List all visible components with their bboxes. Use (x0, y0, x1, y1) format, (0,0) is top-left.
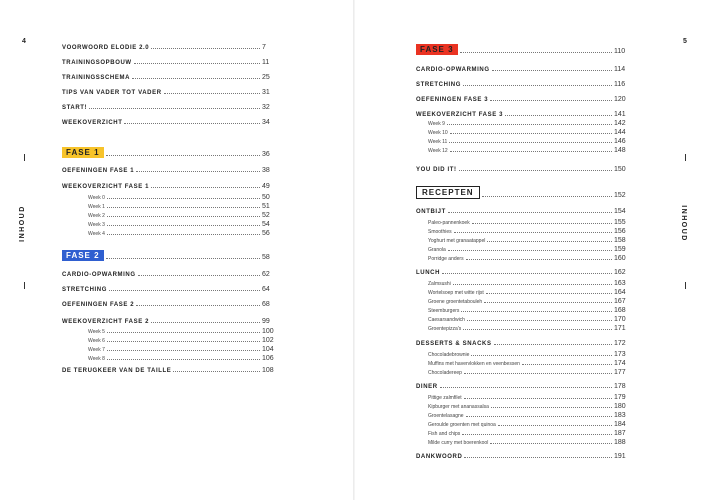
toc-label: Fish and chips (428, 431, 461, 437)
dot-leader (463, 328, 612, 330)
toc-label: Week 2 (88, 213, 105, 219)
toc-subentry (428, 316, 638, 323)
toc-subentry (88, 355, 286, 362)
toc-label: OEFENINGEN FASE 1 (62, 168, 135, 174)
toc-label: STRETCHING (416, 82, 461, 88)
toc-label: Week 3 (88, 222, 105, 228)
toc-page-number: 174 (614, 360, 626, 367)
toc-page-number: 38 (262, 167, 270, 174)
toc-label: Kipburger met ananassalsa (428, 404, 489, 410)
toc-page-number: 58 (262, 254, 270, 261)
toc-label: Week 11 (428, 139, 448, 145)
toc-page-number: 68 (262, 301, 270, 308)
toc-label: VOORWOORD ELODIE 2.0 (62, 45, 150, 51)
book-spine (353, 0, 355, 500)
toc-label: Granola (428, 247, 446, 253)
dot-leader (472, 222, 612, 224)
dot-leader (464, 372, 612, 374)
dot-leader (450, 150, 612, 152)
toc-label: Week 1 (88, 204, 105, 210)
toc-label: Week 6 (88, 338, 105, 344)
toc-subentry (88, 337, 286, 344)
toc-page-number: 100 (262, 328, 274, 335)
dot-leader (484, 301, 612, 303)
toc-page-number: 7 (262, 44, 266, 51)
toc-entry (62, 119, 286, 126)
toc-label: Groentelasagne (428, 413, 464, 419)
toc-page-number: 163 (614, 280, 626, 287)
toc-page-number: 154 (614, 208, 626, 215)
toc-page-number: 184 (614, 421, 626, 428)
dot-leader (138, 274, 260, 276)
toc-entry (62, 44, 286, 51)
toc-entry (62, 74, 286, 81)
toc-subentry (428, 237, 638, 244)
toc-subentry (428, 403, 638, 410)
toc-entry (416, 166, 638, 173)
toc-subentry (428, 147, 638, 154)
dot-leader (134, 62, 260, 64)
dot-leader (494, 343, 612, 345)
toc-section-header (416, 186, 638, 199)
toc-entry (62, 167, 286, 174)
toc-subentry (428, 219, 638, 226)
dot-leader (491, 406, 612, 408)
right-page (356, 0, 708, 500)
dot-leader (463, 84, 612, 86)
dot-leader (448, 211, 612, 213)
toc-label: Groentepizza's (428, 326, 462, 332)
toc-subentry (428, 280, 638, 287)
dot-leader (107, 331, 260, 333)
toc-label: WEEKOVERZICHT FASE 3 (416, 112, 504, 118)
toc-subentry (428, 246, 638, 253)
toc-entry (416, 111, 638, 118)
toc-page-number: 11 (262, 59, 270, 66)
toc-page-number: 167 (614, 298, 626, 305)
toc-label: RECEPTEN (416, 186, 480, 199)
toc-entry (416, 383, 638, 390)
dot-leader (89, 107, 260, 109)
toc-entry (62, 271, 286, 278)
toc-page-number: 155 (614, 219, 626, 226)
toc-subentry (88, 328, 286, 335)
toc-entry (416, 453, 638, 460)
toc-subentry (428, 360, 638, 367)
toc-page-number: 31 (262, 89, 270, 96)
toc-entry (62, 367, 286, 374)
toc-page-number: 144 (614, 129, 626, 136)
dot-leader (466, 258, 612, 260)
dot-leader (106, 257, 260, 259)
toc-label: Porridge anders (428, 256, 464, 262)
toc-label: Geroulde groenten met quinoa (428, 422, 496, 428)
toc-subentry (428, 394, 638, 401)
dot-leader (467, 319, 612, 321)
toc-page-number: 106 (262, 355, 274, 362)
toc-entry (416, 81, 638, 88)
toc-page-number: 170 (614, 316, 626, 323)
toc-page-number: 152 (614, 192, 626, 199)
dot-leader (482, 195, 612, 197)
toc-page-number: 51 (262, 203, 270, 210)
toc-page-number: 56 (262, 230, 270, 237)
toc-label: TRAININGSOPBOUW (62, 60, 132, 66)
toc-label: CARDIO-OPWARMING (416, 67, 490, 73)
toc-subentry (428, 120, 638, 127)
toc-label: FASE 2 (62, 250, 104, 261)
dot-leader (505, 114, 612, 116)
toc-page-number: 36 (262, 151, 270, 158)
toc-page-number: 164 (614, 289, 626, 296)
side-title: INHOUD (18, 205, 26, 242)
toc-label: WEEKOVERZICHT (62, 120, 123, 126)
toc-label: Muffins met havervlokken en veenbessen (428, 361, 520, 367)
toc-subentry (88, 230, 286, 237)
toc-entry (62, 318, 286, 325)
dot-leader (492, 69, 612, 71)
toc-page-number: 141 (614, 111, 626, 118)
toc-page-number: 110 (614, 48, 626, 55)
dot-leader (454, 231, 612, 233)
dot-leader (462, 433, 612, 435)
toc-page-number: 173 (614, 351, 626, 358)
toc-page-number: 120 (614, 96, 626, 103)
dot-leader (107, 224, 260, 226)
toc-label: CARDIO-OPWARMING (62, 272, 136, 278)
dot-leader (450, 132, 612, 134)
toc-page-number: 172 (614, 340, 626, 347)
toc-entry (62, 183, 286, 190)
toc-subentry (428, 298, 638, 305)
toc-entry (62, 59, 286, 66)
toc-label: Week 9 (428, 121, 445, 127)
toc-entry (416, 66, 638, 73)
toc-page-number: 146 (614, 138, 626, 145)
toc-section-header (416, 44, 638, 55)
toc-page-number: 114 (614, 66, 626, 73)
dot-leader (466, 415, 612, 417)
toc-page-number: 168 (614, 307, 626, 314)
toc-label: FASE 3 (416, 44, 458, 55)
dot-leader (151, 321, 260, 323)
toc-label: Pittige zalmfilet (428, 395, 462, 401)
toc-entry (416, 208, 638, 215)
toc-page-number: 183 (614, 412, 626, 419)
toc-label: Week 4 (88, 231, 105, 237)
dot-leader (442, 272, 612, 274)
toc-label: LUNCH (416, 270, 440, 276)
dot-leader (449, 141, 612, 143)
page-number: 4 (22, 38, 26, 45)
toc-list (0, 0, 352, 500)
toc-subentry (428, 351, 638, 358)
toc-page-number: 171 (614, 325, 626, 332)
toc-subentry (428, 289, 638, 296)
dot-leader (136, 170, 260, 172)
dot-leader (448, 249, 612, 251)
toc-label: Paleo-pannenkoek (428, 220, 470, 226)
toc-page-number: 158 (614, 237, 626, 244)
toc-page-number: 142 (614, 120, 626, 127)
toc-subentry (428, 255, 638, 262)
dot-leader (487, 240, 612, 242)
dot-leader (447, 123, 612, 125)
dot-leader (498, 424, 612, 426)
toc-label: OEFENINGEN FASE 3 (416, 97, 489, 103)
toc-label: Week 12 (428, 148, 448, 154)
toc-page-number: 54 (262, 221, 270, 228)
dot-leader (109, 289, 260, 291)
toc-subentry (88, 194, 286, 201)
toc-label: STRETCHING (62, 287, 107, 293)
toc-label: ONTBIJT (416, 209, 446, 215)
dot-leader (106, 154, 260, 156)
dot-leader (107, 349, 260, 351)
toc-page-number: 188 (614, 439, 626, 446)
page-number: 5 (683, 38, 687, 45)
toc-page-number: 99 (262, 318, 270, 325)
toc-subentry (428, 430, 638, 437)
toc-entry (62, 286, 286, 293)
toc-page-number: 50 (262, 194, 270, 201)
toc-entry (416, 96, 638, 103)
toc-page-number: 25 (262, 74, 270, 81)
dot-leader (164, 92, 260, 94)
dot-leader (440, 386, 612, 388)
toc-page-number: 104 (262, 346, 274, 353)
toc-label: Groene groentetabouleh (428, 299, 483, 305)
side-title: INHOUD (679, 205, 687, 242)
dot-leader (107, 206, 260, 208)
toc-section-header (62, 147, 286, 158)
toc-label: Zalmsushi (428, 281, 451, 287)
dot-leader (460, 51, 612, 53)
toc-label: Week 0 (88, 195, 105, 201)
toc-subentry (428, 369, 638, 376)
dot-leader (151, 47, 260, 49)
dot-leader (471, 354, 612, 356)
toc-page-number: 52 (262, 212, 270, 219)
dot-leader (522, 363, 612, 365)
dot-leader (107, 233, 260, 235)
toc-page-number: 180 (614, 403, 626, 410)
dot-leader (107, 358, 260, 360)
toc-label: Smoothies (428, 229, 452, 235)
dot-leader (464, 397, 612, 399)
toc-subentry (428, 138, 638, 145)
toc-entry (62, 104, 286, 111)
toc-page-number: 108 (262, 367, 274, 374)
toc-label: DINER (416, 384, 438, 390)
toc-page-number: 148 (614, 147, 626, 154)
toc-label: WEEKOVERZICHT FASE 1 (62, 184, 150, 190)
toc-entry (62, 301, 286, 308)
dot-leader (124, 122, 260, 124)
toc-subentry (88, 221, 286, 228)
toc-page-number: 177 (614, 369, 626, 376)
toc-page-number: 150 (614, 166, 626, 173)
toc-label: DANKWOORD (416, 454, 463, 460)
toc-subentry (428, 307, 638, 314)
toc-list (356, 0, 708, 500)
dot-leader (464, 456, 612, 458)
toc-page-number: 178 (614, 383, 626, 390)
dot-leader (173, 370, 260, 372)
toc-label: Milde curry met boerenkool (428, 440, 489, 446)
dot-leader (461, 310, 612, 312)
toc-label: Chocoladebrownie (428, 352, 470, 358)
left-page (0, 0, 352, 500)
toc-page-number: 159 (614, 246, 626, 253)
toc-entry (62, 89, 286, 96)
dot-leader (107, 215, 260, 217)
dot-leader (490, 442, 612, 444)
dot-leader (151, 186, 260, 188)
dot-leader (490, 99, 612, 101)
toc-page-number: 34 (262, 119, 270, 126)
dot-leader (107, 197, 260, 199)
toc-section-header (62, 250, 286, 261)
toc-label: YOU DID IT! (416, 167, 457, 173)
toc-page-number: 160 (614, 255, 626, 262)
toc-subentry (428, 439, 638, 446)
toc-label: Week 8 (88, 356, 105, 362)
toc-label: WEEKOVERZICHT FASE 2 (62, 319, 150, 325)
dot-leader (107, 340, 260, 342)
dot-leader (486, 292, 612, 294)
toc-subentry (88, 203, 286, 210)
toc-label: Week 7 (88, 347, 105, 353)
toc-subentry (88, 212, 286, 219)
toc-label: START! (62, 105, 88, 111)
toc-page-number: 116 (614, 81, 626, 88)
toc-subentry (88, 346, 286, 353)
toc-label: TRAININGSSCHEMA (62, 75, 131, 81)
toc-label: Week 10 (428, 130, 448, 136)
toc-subentry (428, 129, 638, 136)
toc-page-number: 187 (614, 430, 626, 437)
toc-page-number: 191 (614, 453, 626, 460)
toc-label: Caesarsandwich (428, 317, 465, 323)
toc-page-number: 179 (614, 394, 626, 401)
toc-label: DESSERTS & SNACKS (416, 341, 492, 347)
dot-leader (132, 77, 260, 79)
toc-label: Yoghurt met granaatappel (428, 238, 486, 244)
dot-leader (459, 169, 612, 171)
toc-label: TIPS VAN VADER TOT VADER (62, 90, 162, 96)
toc-label: Chocoladereep (428, 370, 462, 376)
dot-leader (453, 283, 612, 285)
toc-label: DE TERUGKEER VAN DE TAILLE (62, 368, 172, 374)
toc-page-number: 162 (614, 269, 626, 276)
dot-leader (136, 304, 260, 306)
toc-page-number: 64 (262, 286, 270, 293)
toc-subentry (428, 412, 638, 419)
toc-subentry (428, 325, 638, 332)
toc-page-number: 32 (262, 104, 270, 111)
toc-label: OEFENINGEN FASE 2 (62, 302, 135, 308)
toc-entry (416, 340, 638, 347)
toc-page-number: 62 (262, 271, 270, 278)
toc-label: Week 5 (88, 329, 105, 335)
toc-label: Wortelsoep met witte rijst (428, 290, 484, 296)
toc-label: Steemburgers (428, 308, 460, 314)
toc-label: FASE 1 (62, 147, 104, 158)
toc-entry (416, 269, 638, 276)
toc-subentry (428, 421, 638, 428)
toc-page-number: 156 (614, 228, 626, 235)
toc-page-number: 102 (262, 337, 274, 344)
toc-page-number: 49 (262, 183, 270, 190)
toc-subentry (428, 228, 638, 235)
